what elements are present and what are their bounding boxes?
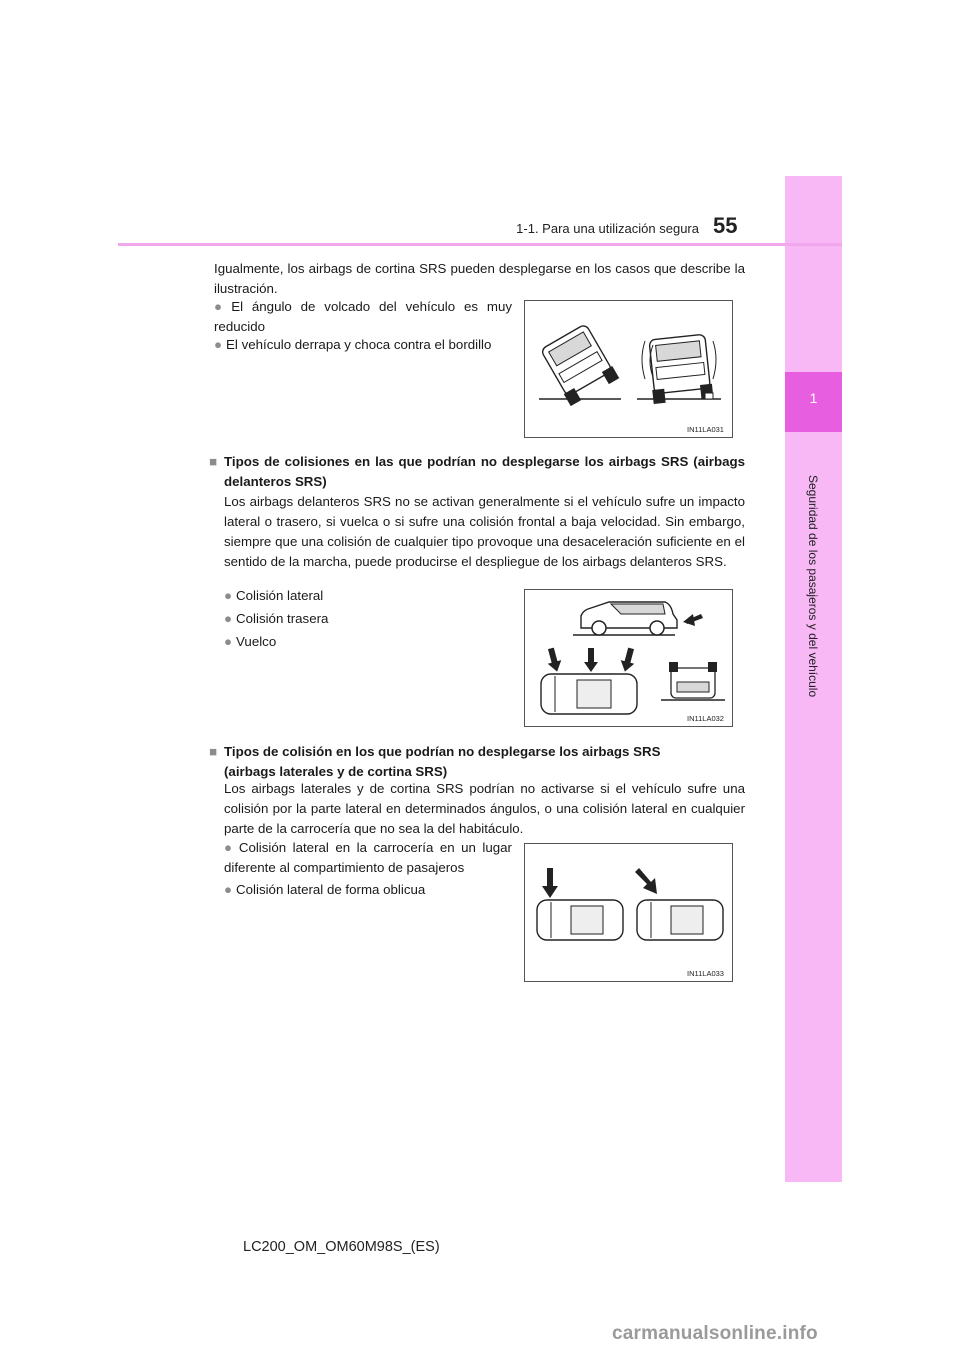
chapter-number: 1 bbox=[809, 390, 818, 406]
footer-doc-code: LC200_OM_OM60M98S_(ES) bbox=[243, 1239, 440, 1255]
bullet-icon: ● bbox=[224, 634, 233, 649]
page-number: 55 bbox=[713, 213, 738, 238]
list-item: ● El vehículo derrapa y choca contra el bordillo bbox=[214, 337, 492, 352]
chapter-title: Seguridad de los pasajeros y del vehículo bbox=[806, 475, 820, 698]
side-collision-illustration bbox=[525, 844, 732, 981]
collision-types-illustration bbox=[525, 590, 732, 726]
figure-label: IN11LA031 bbox=[687, 425, 724, 434]
side-paragraph: Los airbags laterales y de cortina SRS podrían no activarse si el vehículo sufre una colisión por la parte lateral en determinados ángulos, o una colisión lateral en cualquier parte de la carrocería que no sea la del habitáculo. bbox=[224, 781, 745, 836]
section-heading-front: ■ Tipos de colisiones en las que podrían no desplegarse los airbags SRS (airbags delanteros SRS) bbox=[209, 454, 745, 489]
bullet-icon: ● bbox=[224, 840, 235, 855]
bullet-icon: ● bbox=[214, 337, 223, 352]
list-item: ● Colisión lateral de forma oblicua bbox=[224, 882, 426, 897]
figure-no-deploy-front bbox=[524, 589, 733, 727]
list-item: ● Vuelco bbox=[224, 634, 277, 649]
list-item: ● Colisión lateral bbox=[224, 588, 324, 603]
vehicle-tilt-illustration bbox=[525, 301, 732, 437]
list-item: ● Colisión lateral en la carrocería en un lugar diferente al compartimiento de pasajeros bbox=[224, 840, 512, 875]
figure-no-deploy-side bbox=[524, 843, 733, 982]
bullet-icon: ● bbox=[224, 611, 233, 626]
bullet-icon: ● bbox=[224, 882, 233, 897]
section-heading-side: ■ Tipos de colisión en los que podrían no desplegarse los airbags SRS (airbags laterales y de cortina SRS) bbox=[209, 744, 661, 779]
bullet-icon: ● bbox=[224, 588, 233, 603]
figure-rollover-curb bbox=[524, 300, 733, 438]
figure-label: IN11LA033 bbox=[687, 969, 724, 978]
square-bullet-icon: ■ bbox=[209, 744, 218, 759]
list-item: ● Colisión trasera bbox=[224, 611, 329, 626]
intro-paragraph: Igualmente, los airbags de cortina SRS pueden desplegarse en los casos que describe la ilustración. bbox=[214, 261, 745, 296]
watermark: carmanualsonline.info bbox=[612, 1323, 818, 1344]
square-bullet-icon: ■ bbox=[209, 454, 218, 469]
list-item: ● El ángulo de volcado del vehículo es muy reducido bbox=[214, 299, 512, 334]
front-paragraph: Los airbags delanteros SRS no se activan generalmente si el vehículo sufre un impacto lateral o trasero, si vuelca o si sufre una colisión frontal a baja velocidad. Sin embargo, siempre que una colisión de cualquier tipo provoque una desaceleración suficiente en el sentido de la marcha, puede producirse el despliegue de los airbags delanteros SRS. bbox=[224, 494, 745, 569]
header-rule bbox=[118, 243, 842, 246]
figure-label: IN11LA032 bbox=[687, 714, 724, 723]
header-section-title: 1-1. Para una utilización segura bbox=[516, 221, 699, 236]
bullet-icon: ● bbox=[214, 299, 228, 314]
